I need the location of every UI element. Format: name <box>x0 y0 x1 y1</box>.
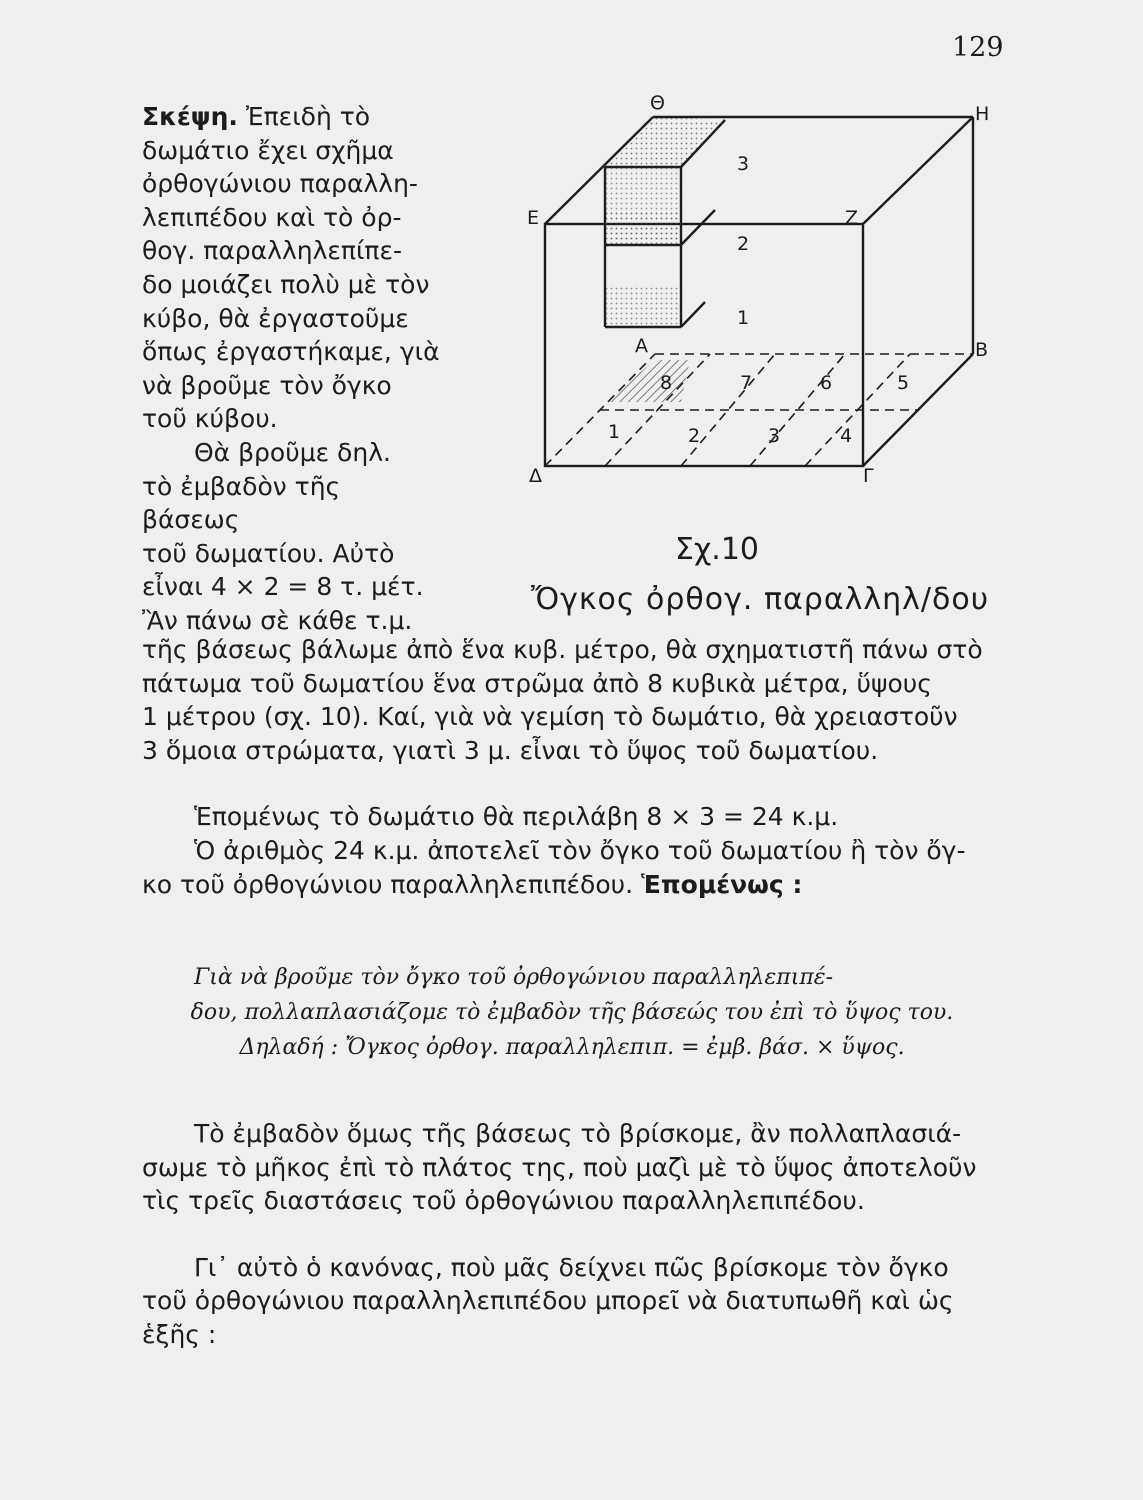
rule-line: Γιὰ νὰ βροῦμε τὸν ὄγκο τοῦ ὀρθογώνιου παραλληλεπιπέ- <box>194 965 834 990</box>
stack-number: 2 <box>737 233 750 255</box>
side-line: κύβο, θὰ ἐργαστοῦμε <box>142 303 409 333</box>
side-line: Σκέψη. Ἐπειδὴ τὸ <box>142 102 371 131</box>
rule-statement <box>142 960 1002 1065</box>
row-number: 1 <box>608 421 621 443</box>
stack-number: 3 <box>737 153 750 175</box>
rule-formula: Δηλαδή : Ὄγκος ὀρθογ. παραλληλεπιπ. = ἐμβ. βάσ. × ὕψος. <box>239 1035 905 1060</box>
side-line: δο μοιάζει πολὺ μὲ τὸν <box>142 269 430 299</box>
text-line: Τὸ ἐμβαδὸν ὅμως τῆς βάσεως τὸ βρίσκομε, ἂν πολλαπλασιά- <box>194 1119 962 1148</box>
side-line: εἶναι 4 × 2 = 8 τ. μέτ. <box>142 572 424 602</box>
text-line: ἑξῆς : <box>142 1319 217 1349</box>
label-eta: Η <box>975 103 990 125</box>
text-line: Ἑπομένως τὸ δωμάτιο θὰ περιλάβη 8 × 3 = 24 κ.μ. <box>194 802 839 832</box>
side-paragraph <box>142 100 442 638</box>
cuboid-diagram <box>505 92 1025 572</box>
label-delta: Δ <box>529 465 542 487</box>
text-line: τὶς τρεῖς διαστάσεις τοῦ ὀρθογώνιου παραλληλεπιπέδου. <box>142 1186 865 1216</box>
side-line: νὰ βροῦμε τὸν ὄγκο <box>142 370 392 400</box>
side-line: θογ. παραλληλεπίπε- <box>142 236 402 266</box>
text-line: Γι᾿ αὐτὸ ὁ κανόνας, ποὺ μᾶς δείχνει πῶς βρίσκομε τὸν ὄγκο <box>194 1252 949 1282</box>
row-number: 3 <box>768 425 781 447</box>
side-line: δωμάτιο ἔχει σχῆμα <box>142 135 394 165</box>
text-line: Ὁ ἀριθμὸς 24 κ.μ. ἀποτελεῖ τὸν ὄγκο τοῦ δωματίου ἢ τὸν ὄγ- <box>194 835 966 865</box>
side-line: λεπιπέδου καὶ τὸ ὀρ- <box>142 202 402 232</box>
rule-line: δου, πολλαπλασιάζομε τὸ ἐμβαδὸν τῆς βάσεώς του ἐπὶ τὸ ὕψος του. <box>190 1000 954 1025</box>
tail-text <box>142 1117 1002 1352</box>
text-span: κο τοῦ ὀρθογώνιου παραλληλεπιπέδου. <box>142 869 634 899</box>
label-zeta: Ζ <box>845 207 859 229</box>
text-line: τῆς βάσεως βάλωμε ἀπὸ ἕνα κυβ. μέτρο, θὰ σχηματιστῆ πάνω στὸ <box>142 635 983 664</box>
side-line: τοῦ δωματίου. Αὐτὸ <box>142 538 395 568</box>
row-number: 5 <box>897 372 910 394</box>
row-number: 4 <box>840 425 853 447</box>
label-epsilon: Ε <box>527 207 540 229</box>
front-face <box>545 224 863 466</box>
row-number: 6 <box>820 372 833 394</box>
figure-caption: Σχ.10 <box>675 532 759 567</box>
figure-title: Ὄγκος ὀρθογ. παραλληλ/δου <box>530 582 990 617</box>
side-line: Θὰ βροῦμε δηλ. <box>194 437 391 467</box>
bold-term: Ἑπομένως : <box>641 869 803 899</box>
base-hatch <box>605 360 690 402</box>
text-line: 1 μέτρου (σχ. 10). Καί, γιὰ νὰ γεμίση τὸ δωμάτιο, θὰ χρειαστοῦν <box>142 702 958 732</box>
side-line: ὀρθογώνιου παραλλη- <box>142 169 418 199</box>
figure-10 <box>505 92 1025 622</box>
body-text <box>142 633 1002 901</box>
row-number: 8 <box>660 372 673 394</box>
text-line <box>142 868 1002 902</box>
row-number: 7 <box>740 372 753 394</box>
text-line: σωμε τὸ μῆκος ἐπὶ τὸ πλάτος της, ποὺ μαζὶ μὲ τὸ ὕψος ἀποτελοῦν <box>142 1152 977 1182</box>
lead-bold: Σκέψη. <box>142 102 238 131</box>
side-line: ὅπως ἐργαστήκαμε, γιὰ <box>142 337 440 367</box>
text-line: τοῦ ὀρθογώνιου παραλληλεπιπέδου μπορεῖ νὰ διατυπωθῆ καὶ ὡς <box>142 1286 954 1316</box>
side-line: τοῦ κύβου. <box>142 404 278 434</box>
side-line: τὸ ἐμβαδὸν τῆς βάσεως <box>142 471 341 535</box>
label-theta: Θ <box>650 92 665 114</box>
text-line: πάτωμα τοῦ δωματίου ἕνα στρῶμα ἀπὸ 8 κυβικὰ μέτρα, ὕψους <box>142 668 932 698</box>
label-beta: Β <box>975 339 989 361</box>
label-alpha: Α <box>635 335 648 357</box>
page-number: 129 <box>952 32 1004 63</box>
label-gamma: Γ <box>863 465 874 487</box>
stack-number: 1 <box>737 307 750 329</box>
side-line: Ἂν πάνω σὲ κάθε τ.μ. <box>142 605 413 635</box>
row-number: 2 <box>688 425 701 447</box>
text-line: 3 ὅμοια στρώματα, γιατὶ 3 μ. εἶναι τὸ ὕψος τοῦ δωματίου. <box>142 735 879 765</box>
